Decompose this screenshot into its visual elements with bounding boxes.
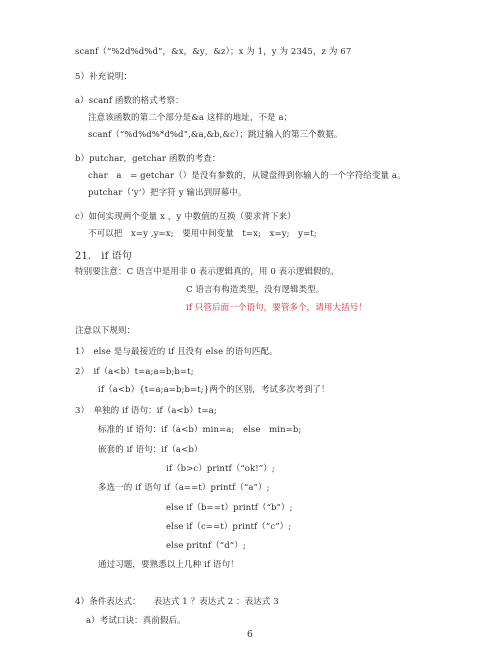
page-number: 6	[247, 630, 253, 640]
code-line: else if（c==t）printf（“c”）;	[166, 522, 292, 532]
rule-item: 1） else 是与最接近的 if 且没有 else 的语句匹配。	[75, 347, 278, 357]
text-line: 5）补充说明：	[75, 72, 133, 82]
text-line: C 语言有构造类型，没有逻辑类型。	[186, 285, 325, 295]
code-line: if（b>c）printf（“ok!”）;	[166, 464, 275, 474]
text-line: 4）条件表达式： 表达式 1 ？表达式 2 ：表达式 3	[75, 597, 279, 607]
code-line: else if（b==t）printf（“b”）;	[166, 503, 293, 513]
rule-item: 3） 单独的 if 语句：if（a<b）t=a;	[75, 406, 217, 416]
highlight-note: if 只管后面一个语句，要管多个，请用大括号！	[186, 303, 367, 313]
text-line: 特别要注意：C 语言中是用非 0 表示逻辑真的，用 0 表示逻辑假的。	[75, 267, 339, 277]
text-line: char a = getchar（）是没有参数的，从键盘得到你输入的一个字符给变量 a。	[88, 171, 406, 181]
text-line: 通过习题，要熟悉以上几种 if 语句！	[98, 560, 239, 570]
rule-item: 2） if（a<b）t=a;a=b;b=t;	[75, 367, 194, 377]
text-line: if（a<b）{t=a;a=b;b=t;}两个的区别，考试多次考到了！	[98, 385, 330, 395]
text-line: c）如何实现两个变量 x ，y 中数值的互换（要求背下来）	[75, 212, 296, 222]
text-line: a）考试口诀：真前假后。	[86, 616, 186, 626]
text-line: b）putchar，getchar 函数的考查：	[75, 154, 221, 164]
text-line: 多选一的 if 语句 if（a==t）printf（“a”）;	[98, 483, 270, 493]
text-line: 嵌套的 if 语句：if（a<b）	[98, 445, 203, 455]
text-line: scanf（“%d%d%*d%d”,&a,&b,&c）；跳过输入的第三个数据。	[88, 130, 343, 140]
text-line: 不可以把 x=y ,y=x; 要用中间变量 t=x; x=y; y=t;	[88, 229, 317, 239]
text-line: a）scanf 函数的格式考察：	[75, 96, 184, 106]
section-heading: 21. if 语句	[75, 251, 132, 262]
text-line: 注意该函数的第二个部分是&a 这样的地址，不是 a；	[88, 113, 293, 123]
text-line: 标准的 if 语句：if（a<b）min=a; else min=b;	[98, 425, 302, 435]
text-line: putchar（‘y’）把字符 y 输出到屏幕中。	[88, 188, 247, 198]
code-line: else pritnf（“d”）;	[166, 541, 246, 551]
text-line: scanf（“%2d%d%d”，&x，&y，&z）；x 为 1，y 为 2345，z 为 67	[75, 47, 352, 57]
text-line: 注意以下规则：	[75, 326, 136, 336]
